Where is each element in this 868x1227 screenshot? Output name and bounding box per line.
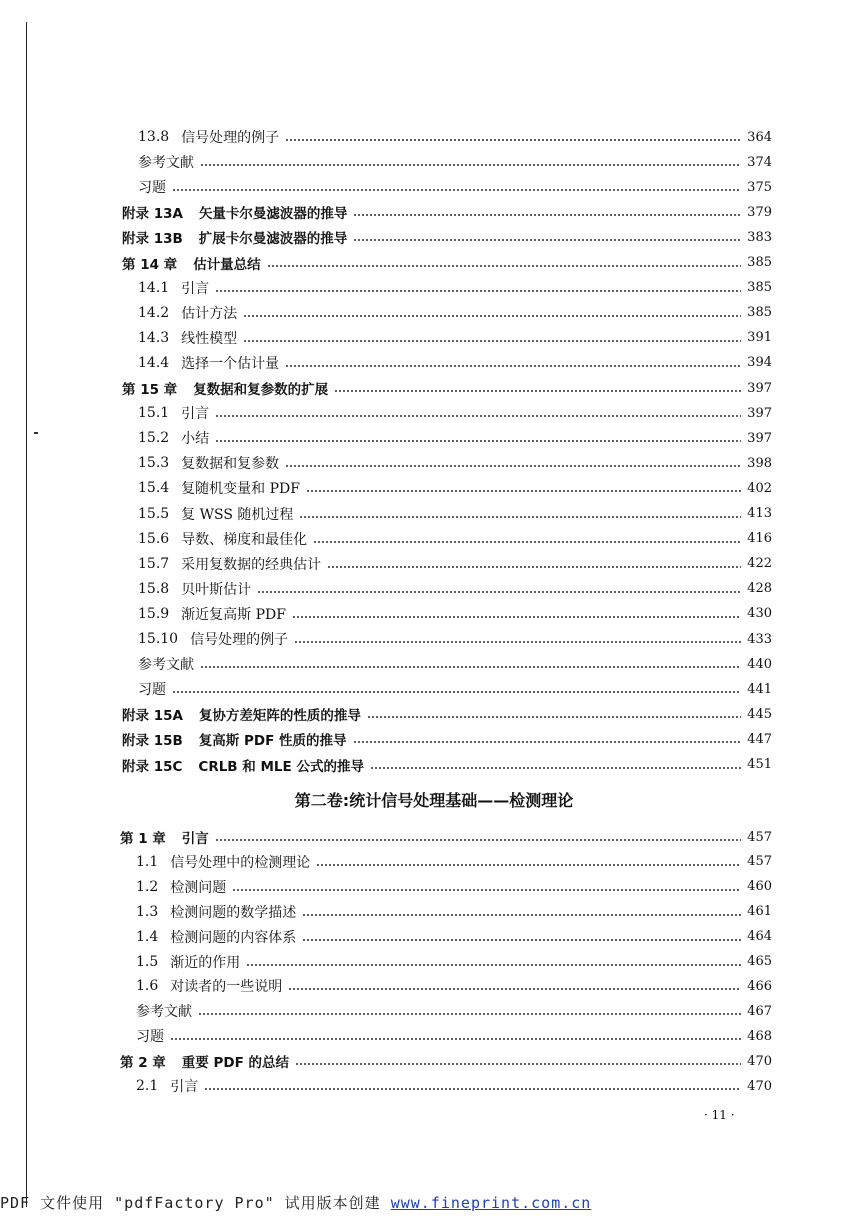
toc-entry-page: 385: [747, 280, 772, 296]
toc-entry-title: 重要 PDF 的总结: [181, 1055, 290, 1072]
toc-entry[interactable]: [138, 578, 772, 600]
toc-entry[interactable]: [122, 201, 772, 223]
toc-entry-page: 440: [747, 656, 772, 672]
toc-entry[interactable]: [138, 151, 772, 173]
dot-leader: [285, 139, 741, 141]
toc-entry-number: 附录 15B: [122, 733, 183, 750]
toc-entry[interactable]: [138, 427, 772, 449]
toc-entry[interactable]: [138, 327, 772, 349]
toc-entry-number: 1.5: [136, 953, 159, 970]
toc-entry-page: 441: [747, 681, 772, 697]
toc-entry-number: 15.9: [138, 605, 170, 622]
dot-leader: [246, 964, 741, 966]
dot-leader: [299, 516, 741, 518]
toc-entry-number: 第 2 章: [120, 1055, 166, 1072]
toc-entry-page: 422: [747, 556, 772, 572]
dot-leader: [215, 290, 741, 292]
toc-entry-title: 渐近复高斯 PDF: [181, 606, 286, 623]
dot-leader: [316, 864, 741, 866]
toc-entry[interactable]: [120, 826, 772, 848]
toc-entry-number: 1.1: [136, 853, 159, 870]
toc-entry-page: 397: [747, 430, 772, 446]
toc-entry[interactable]: [136, 851, 772, 873]
dot-leader: [257, 591, 741, 593]
toc-entry[interactable]: [136, 901, 772, 923]
toc-entry-number: 15.5: [138, 505, 170, 522]
dot-leader: [243, 315, 741, 317]
toc-entry[interactable]: [138, 503, 772, 525]
toc-entry-page: 385: [747, 255, 772, 270]
toc-entry-page: 364: [747, 129, 772, 145]
toc-entry-title: 习题: [138, 180, 166, 197]
toc-entry-page: 394: [747, 355, 772, 371]
toc-entry-number: 15.7: [138, 555, 170, 572]
dot-leader: [353, 239, 741, 241]
toc-entry-page: 457: [747, 854, 772, 870]
toc-entry-number: 15.6: [138, 530, 170, 547]
dot-leader: [295, 1063, 741, 1065]
dot-leader: [204, 1088, 741, 1090]
dot-leader: [302, 914, 741, 916]
dot-leader: [215, 440, 741, 442]
dot-leader: [294, 641, 741, 643]
toc-entry-title: 引言: [181, 280, 210, 297]
toc-entry-number: 第 14 章: [122, 256, 178, 273]
toc-entry-title: 估计方法: [181, 305, 238, 322]
toc-entry-title: 扩展卡尔曼滤波器的推导: [198, 231, 348, 248]
toc-entry[interactable]: [122, 226, 772, 248]
toc-entry-page: 445: [747, 706, 772, 722]
toc-entry-number: 15.8: [138, 580, 170, 597]
toc-entry-title: 引言: [170, 1079, 199, 1095]
toc-entry-number: 15.3: [138, 455, 170, 472]
toc-entry-page: 385: [747, 305, 772, 321]
toc-entry-number: 附录 15C: [122, 758, 183, 775]
toc-entry-title: 线性模型: [181, 330, 238, 347]
toc-entry-page: 468: [747, 1028, 772, 1044]
toc-entry-number: 15.4: [138, 480, 170, 497]
toc-entry-title: 对读者的一些说明: [170, 979, 283, 996]
toc-entry-title: 选择一个估计量: [181, 355, 280, 372]
toc-entry-title: 信号处理的例子: [190, 632, 289, 648]
dot-leader: [302, 939, 741, 941]
dot-leader: [232, 889, 741, 891]
toc-entry[interactable]: [122, 703, 772, 725]
volume-heading: 第二卷:统计信号处理基础——检测理论: [294, 791, 574, 810]
toc-entry-number: 14.3: [138, 329, 170, 346]
toc-entry-title: 贝叶斯估计: [181, 581, 252, 598]
toc-entry-page: 466: [747, 978, 772, 994]
toc-entry-title: 参考文献: [136, 1004, 192, 1021]
toc-entry-page: 379: [747, 204, 772, 220]
toc-entry[interactable]: [138, 352, 772, 374]
toc-entry-page: 416: [747, 531, 772, 547]
toc-entry[interactable]: [138, 653, 772, 675]
toc-entry-page: 470: [747, 1078, 772, 1094]
toc-entry[interactable]: [138, 553, 772, 575]
toc-entry-number: 15.10: [138, 631, 179, 647]
toc-entry-number: 附录 15A: [122, 708, 183, 725]
toc-entry-title: 习题: [138, 682, 166, 699]
toc-entry-page: 391: [747, 330, 772, 346]
toc-entry-page: 451: [747, 757, 772, 772]
toc-entry-number: 附录 13B: [122, 231, 183, 248]
toc-entry[interactable]: [138, 277, 772, 299]
toc-entry[interactable]: [122, 754, 772, 776]
toc-entry-title: 信号处理的例子: [181, 130, 280, 146]
toc-entry[interactable]: [138, 126, 772, 148]
toc-entry[interactable]: [136, 951, 772, 973]
toc-entry[interactable]: [138, 176, 772, 198]
toc-entry-number: 2.1: [136, 1078, 159, 1094]
toc-entry[interactable]: [136, 926, 772, 948]
toc-entry-page: 402: [747, 480, 772, 496]
dot-leader: [288, 988, 741, 990]
toc-entry-title: 复随机变量和 PDF: [181, 481, 300, 498]
page-number: · 11 ·: [704, 1108, 735, 1122]
toc-entry[interactable]: [136, 1025, 772, 1047]
toc-entry-page: 470: [747, 1053, 772, 1069]
toc-entry-page: 433: [747, 631, 772, 647]
toc-entry-title: 导数、梯度和最佳化: [181, 531, 308, 548]
toc-entry-title: 参考文献: [138, 657, 194, 674]
toc-entry-page: 374: [747, 154, 772, 170]
toc-entry-page: 375: [747, 179, 772, 195]
toc-entry-number: 14.1: [138, 279, 170, 296]
toc-entry[interactable]: [138, 402, 772, 424]
toc-entry[interactable]: [136, 975, 772, 997]
toc-entry-title: 矢量卡尔曼滤波器的推导: [198, 206, 348, 223]
dot-leader: [313, 541, 741, 543]
toc-entry[interactable]: [138, 477, 772, 499]
toc-entry-number: 15.2: [138, 430, 170, 447]
toc-entry-number: 14.2: [138, 304, 170, 321]
toc-entry-title: 习题: [136, 1029, 164, 1046]
dot-leader: [285, 365, 741, 367]
dot-leader: [200, 164, 741, 166]
toc-entry-page: 428: [747, 581, 772, 597]
toc-entry-title: 小结: [181, 431, 210, 448]
toc-entry-page: 397: [747, 380, 772, 396]
toc-entry-title: 估计量总结: [193, 256, 261, 273]
scan-speck: [34, 432, 38, 434]
toc-entry-title: 参考文献: [138, 155, 194, 172]
toc-entry-page: 430: [747, 606, 772, 622]
toc-entry-title: 渐近的作用: [170, 954, 241, 971]
toc-entry-title: 引言: [181, 406, 210, 423]
footer-text: PDF 文件使用 "pdfFactory Pro" 试用版本创建: [0, 1194, 381, 1212]
toc-entry[interactable]: [120, 1050, 772, 1072]
page-edge-line: [26, 22, 27, 1207]
toc-entry-page: 465: [747, 954, 772, 969]
dot-leader: [370, 767, 741, 769]
dot-leader: [353, 214, 741, 216]
footer-link[interactable]: www.fineprint.com.cn: [390, 1194, 592, 1212]
toc-entry-page: 467: [747, 1003, 772, 1019]
toc-entry-title: 信号处理中的检测理论: [170, 854, 311, 871]
toc-entry[interactable]: [136, 1000, 772, 1022]
toc-entry-page: 398: [747, 455, 772, 471]
toc-entry-title: 复高斯 PDF 性质的推导: [198, 733, 347, 750]
dot-leader: [215, 839, 741, 841]
toc-entry[interactable]: [122, 377, 772, 399]
toc-entry-number: 1.3: [136, 903, 159, 920]
dot-leader: [215, 415, 741, 417]
pdf-footer: [0, 1192, 591, 1213]
toc-entry-number: 第 1 章: [120, 831, 166, 847]
dot-leader: [170, 1038, 741, 1040]
dot-leader: [172, 691, 741, 693]
dot-leader: [367, 716, 741, 718]
toc-entry-page: 464: [747, 929, 772, 945]
toc-entry[interactable]: [122, 252, 772, 274]
dot-leader: [198, 1013, 741, 1015]
toc-entry-title: 复协方差矩阵的性质的推导: [198, 708, 361, 725]
toc-entry[interactable]: [138, 452, 772, 474]
toc-entry-title: 检测问题的内容体系: [170, 929, 297, 946]
toc-entry-page: 383: [747, 229, 772, 245]
toc-entry-number: 15.1: [138, 405, 170, 422]
toc-entry[interactable]: [138, 603, 772, 625]
dot-leader: [334, 390, 741, 392]
toc-entry-page: 457: [747, 829, 772, 845]
toc-entry-number: 14.4: [138, 354, 170, 371]
toc-entry-title: 引言: [181, 831, 209, 847]
dot-leader: [306, 490, 741, 492]
toc-entry-page: 413: [747, 506, 772, 521]
toc-entry-number: 13.8: [138, 129, 170, 145]
toc-entry-page: 447: [747, 731, 772, 747]
dot-leader: [200, 666, 741, 668]
dot-leader: [172, 189, 741, 191]
toc-entry-page: 461: [747, 904, 772, 920]
toc-entry-title: 复数据和复参数: [181, 456, 280, 473]
toc-entry[interactable]: [138, 678, 772, 700]
dot-leader: [292, 616, 741, 618]
toc-entry-page: 460: [747, 879, 772, 895]
toc-entry-title: 采用复数据的经典估计: [181, 556, 322, 573]
dot-leader: [267, 265, 741, 267]
toc-entry[interactable]: [122, 728, 772, 750]
toc-entry[interactable]: [138, 302, 772, 324]
dot-leader: [353, 741, 742, 743]
toc-entry-number: 1.6: [136, 978, 159, 995]
toc-entry[interactable]: [138, 628, 772, 650]
dot-leader: [243, 340, 741, 342]
toc-entry-page: 397: [747, 405, 772, 421]
toc-entry-number: 1.2: [136, 878, 159, 895]
toc-entry[interactable]: [136, 876, 772, 898]
toc-entry-number: 附录 13A: [122, 206, 183, 223]
toc-entry[interactable]: [136, 1075, 772, 1097]
dot-leader: [285, 465, 741, 467]
toc-entry-number: 第 15 章: [122, 382, 178, 398]
toc-entry-title: CRLB 和 MLE 公式的推导: [198, 758, 364, 775]
toc-entry-title: 复 WSS 随机过程: [181, 506, 294, 523]
toc-entry-number: 1.4: [136, 928, 159, 945]
toc-entry-title: 复数据和复参数的扩展: [193, 382, 329, 398]
toc-entry[interactable]: [138, 528, 772, 550]
toc-entry-title: 检测问题: [170, 879, 227, 896]
dot-leader: [327, 566, 741, 568]
toc-entry-title: 检测问题的数学描述: [170, 904, 297, 921]
